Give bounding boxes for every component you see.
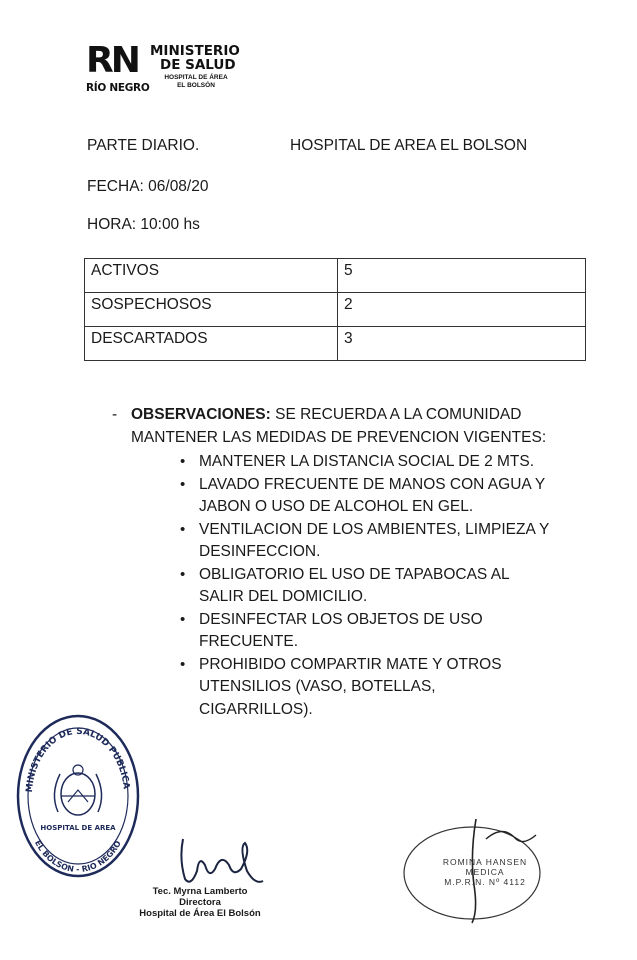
stat-value: 2 — [338, 293, 586, 327]
list-item: • LAVADO FRECUENTE DE MANOS CON AGUA Y JABON O USO DE ALCOHOL EN GEL. — [180, 474, 552, 519]
doctor-registration: M.P.R.N. Nº 4112 — [444, 877, 526, 887]
table-row — [85, 293, 586, 327]
logo-province: RÍO NEGRO — [86, 82, 150, 94]
stat-value: 5 — [338, 259, 586, 293]
signer-org: Hospital de Área El Bolsón — [139, 908, 261, 919]
signer-role: Directora — [179, 897, 221, 908]
hospital-name: HOSPITAL DE AREA EL BOLSON — [290, 137, 528, 154]
ministry-logo — [84, 42, 254, 98]
observations-intro — [131, 404, 561, 449]
stat-label: SOSPECHOSOS — [85, 293, 338, 327]
signature-left-block — [130, 886, 270, 919]
prevention-list — [180, 451, 552, 721]
logo-ministry-line1: MINISTERIO — [150, 43, 240, 59]
case-stats-table — [84, 258, 586, 361]
official-stamp — [14, 712, 142, 880]
list-item: • PROHIBIDO COMPARTIR MATE Y OTROS UTENSILIOS (VASO, BOTELLAS, CIGARRILLOS). — [180, 654, 552, 722]
observations-text: SE RECUERDA A LA COMUNIDAD MANTENER LAS MEDIDAS DE PREVENCION VIGENTES: — [131, 406, 547, 446]
logo-mark: RN — [86, 40, 138, 81]
document-title: PARTE DIARIO. — [87, 137, 200, 154]
logo-hospital-line1: HOSPITAL DE ÁREA — [164, 74, 228, 81]
stat-label: DESCARTADOS — [85, 327, 338, 361]
report-date: FECHA: 06/08/20 — [87, 178, 209, 195]
list-item: • OBLIGATORIO EL USO DE TAPABOCAS AL SALIR DEL DOMICILIO. — [180, 564, 552, 609]
table-row — [85, 327, 586, 361]
doctor-role: MEDICA — [465, 867, 505, 877]
stat-label: ACTIVOS — [85, 259, 338, 293]
stat-value: 3 — [338, 327, 586, 361]
signature-scribble-left — [175, 835, 265, 891]
list-item: • DESINFECTAR LOS OBJETOS DE USO FRECUENTE. — [180, 609, 552, 654]
observations-heading: OBSERVACIONES: — [131, 406, 271, 423]
list-item: • MANTENER LA DISTANCIA SOCIAL DE 2 MTS. — [180, 451, 552, 474]
svg-text:MINISTERIO DE SALUD PUBLICA: MINISTERIO DE SALUD PUBLICA — [24, 726, 131, 793]
svg-text:EL BOLSON - RIO NEGRO: EL BOLSON - RIO NEGRO — [32, 838, 123, 875]
table-row — [85, 259, 586, 293]
report-time: HORA: 10:00 hs — [87, 216, 200, 233]
signature-right-block — [420, 857, 550, 887]
doctor-name: ROMINA HANSEN — [442, 857, 528, 867]
observations-section — [112, 404, 572, 721]
logo-ministry-line2: DE SALUD — [160, 57, 236, 73]
svg-text:HOSPITAL DE AREA: HOSPITAL DE AREA — [40, 824, 116, 832]
list-dash: - — [112, 406, 118, 423]
signer-name: Tec. Myrna Lamberto — [152, 886, 248, 897]
logo-hospital — [164, 74, 228, 90]
logo-hospital-line2: EL BOLSÓN — [177, 82, 215, 89]
list-item: • VENTILACION DE LOS AMBIENTES, LIMPIEZA Y DESINFECCION. — [180, 519, 552, 564]
